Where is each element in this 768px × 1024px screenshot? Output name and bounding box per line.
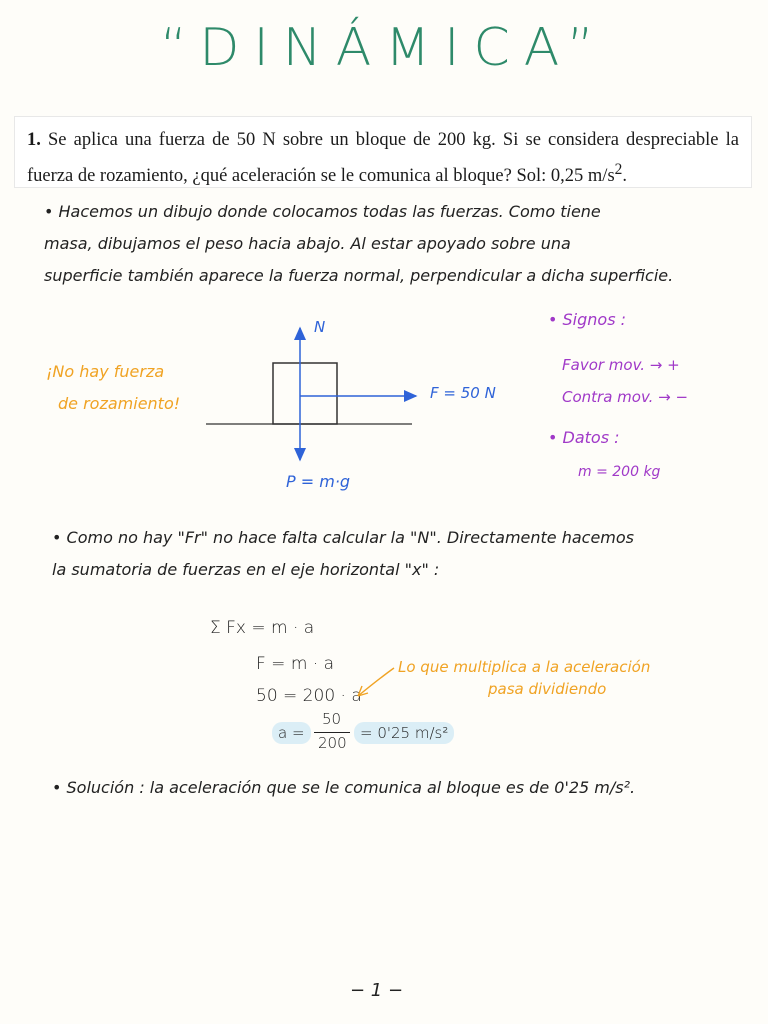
page-title: “DINÁMICA” (160, 18, 608, 78)
datos-heading: • Datos : (548, 428, 620, 447)
paragraph-line: la sumatoria de fuerzas en el eje horizontal "x" : (52, 560, 440, 579)
problem-number: 1. (27, 130, 41, 150)
problem-statement (14, 116, 752, 188)
annotation-note (398, 656, 650, 700)
equation-newton: F = m · a (256, 654, 335, 674)
diagram-svg (190, 300, 530, 510)
paragraph-line: • Hacemos un dibujo donde colocamos todas las fuerzas. Como tiene (44, 202, 601, 221)
acceleration-label: a = (272, 722, 311, 744)
solution-line: • Solución : la aceleración que se le comunica al bloque es de 0'25 m/s². (52, 778, 636, 797)
note-line: de rozamiento! (58, 394, 181, 413)
fraction-bar (314, 732, 350, 733)
signos-heading: • Signos : (548, 310, 627, 329)
problem-text (27, 125, 739, 191)
paragraph-method (52, 522, 752, 586)
free-body-diagram (190, 300, 530, 510)
paragraph-line: masa, dibujamos el peso hacia abajo. Al estar apoyado sobre una (44, 234, 571, 253)
problem-exponent: 2 (614, 161, 623, 178)
block (273, 363, 337, 424)
annotation-line: pasa dividiendo (488, 680, 607, 698)
acceleration-result: = 0'25 m/s² (354, 722, 454, 744)
contra-sign: Contra mov. → − (562, 388, 689, 406)
note-line: ¡No hay fuerza (46, 362, 165, 381)
normal-force-label: N (314, 318, 326, 336)
paragraph-explanation (44, 196, 744, 292)
paragraph-line: superficie también aparece la fuerza normal, perpendicular a dicha superficie. (44, 266, 674, 285)
applied-force-label: F = 50 N (430, 384, 496, 402)
favor-sign: Favor mov. → + (562, 356, 680, 374)
fraction-numerator: 50 (322, 710, 342, 728)
paragraph-line: • Como no hay "Fr" no hace falta calcular la "N". Directamente hacemos (52, 528, 635, 547)
equation-sum-forces: Σ Fx = m · a (210, 618, 315, 638)
problem-body: Se aplica una fuerza de 50 N sobre un bloque de 200 kg. Si se considera despreciable la fuerza de rozamiento, ¿qué aceleración se le comunica al bloque? Sol: 0,25 m/s (27, 130, 739, 187)
equation-result (272, 712, 452, 752)
fraction-denominator: 200 (318, 734, 347, 752)
mass-value: m = 200 kg (578, 464, 661, 480)
annotation-line: Lo que multiplica a la aceleración (398, 658, 651, 676)
annotation-arrow-icon (350, 664, 400, 704)
equation-substitution: 50 = 200 · a (256, 686, 362, 706)
weight-force-label: P = m·g (286, 472, 351, 491)
no-friction-note (46, 356, 206, 420)
problem-end: . (622, 166, 627, 187)
page-number: − 1 − (350, 980, 404, 1001)
